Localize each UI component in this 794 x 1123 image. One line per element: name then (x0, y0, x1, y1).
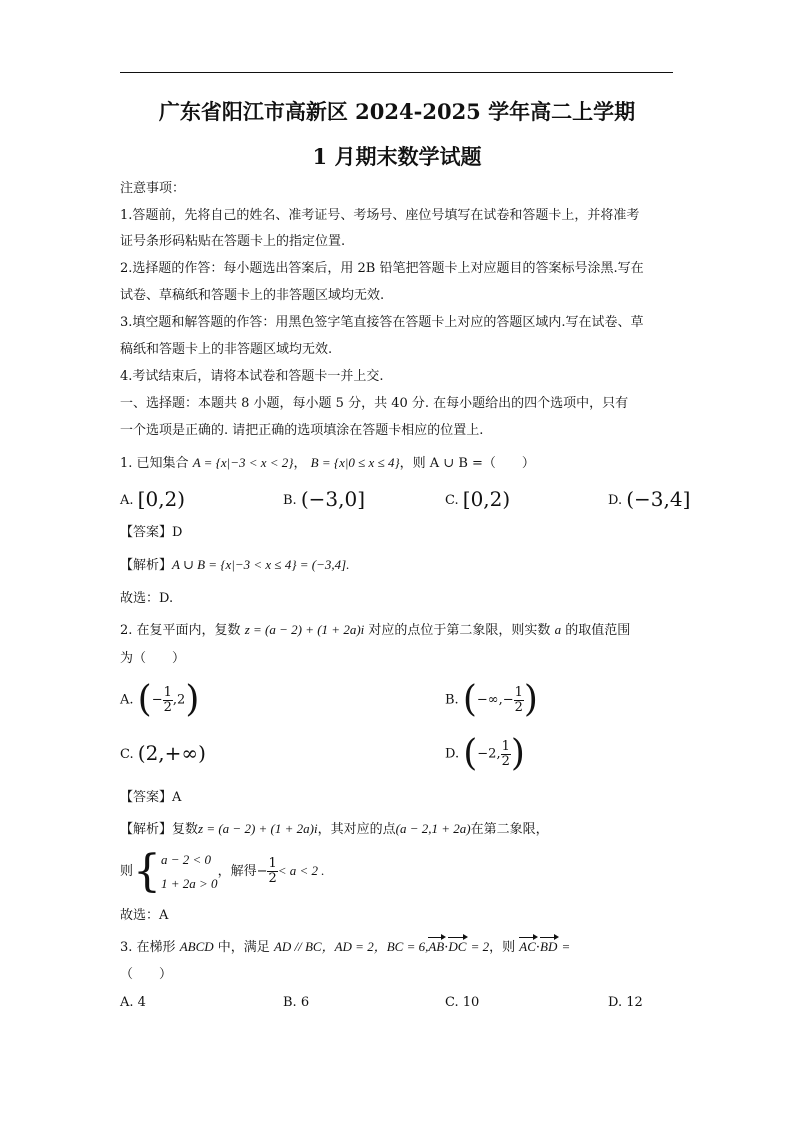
q3-stem-b: 中，满足 (217, 940, 270, 955)
note-2a: 2.选择题的作答：每小题选出答案后，用 2B 铅笔把答题卡上对应题目的答案标号涂黑.写在 (120, 261, 644, 276)
q1-option-b[interactable] (283, 487, 365, 511)
q1-conclusion: 故选：D. (120, 591, 174, 606)
q1-sep: ， (293, 456, 307, 471)
q3-vec-ac: AC (519, 939, 536, 954)
q1-option-a-value: [0,2) (137, 487, 186, 511)
q1-option-a[interactable] (120, 487, 186, 511)
q3-option-b[interactable]: B. 6 (283, 995, 310, 1010)
q2-var: a (554, 622, 562, 637)
q1-option-b-label: B. (283, 493, 297, 508)
q2-option-d-frac: $\frac{1}{2}$ (501, 738, 510, 769)
q2-answer: 【答案】A (120, 790, 182, 805)
q2-solve-frac: $\frac{1}{2}$ (268, 856, 277, 886)
q3-stem-a: 3. 在梯形 (120, 940, 176, 955)
q3-cond: AD // BC，AD = 2，BC = 6, (273, 939, 429, 954)
q3-dot-2: · (535, 940, 541, 955)
q1-prefix: 1. 已知集合 (120, 456, 189, 471)
q2-analysis-mid: ，其对应的点 (317, 822, 396, 837)
q1-set-b: B = {x|0 ≤ x ≤ 4} (310, 455, 400, 470)
doc-title-line1: 广东省阳江市高新区 2024-2025 学年高二上学期 (158, 99, 636, 124)
q2-then: 则 (120, 864, 134, 879)
q3-eq: = 2 (470, 939, 490, 954)
q2-solve-tail: < a < 2 . (277, 863, 325, 878)
q2-system: 则{ a − 2 < 0 1 + 2a > 0 ，解得− $\frac{1}{2}$ < a < 2 . (120, 845, 325, 897)
header-rule (120, 72, 673, 73)
q3-eq2: = (561, 939, 571, 954)
q1-option-d[interactable] (608, 487, 691, 511)
q2-stem-d: 为（ ） (120, 651, 186, 666)
q1-option-c-label: C. (445, 493, 459, 508)
q1-option-d-label: D. (608, 493, 623, 508)
note-3a: 3.填空题和解答题的作答：用黑色签字笔直接答在答题卡上对应的答题区域内.写在试卷、草 (120, 315, 644, 330)
q3-stem (120, 938, 570, 957)
q3-option-c[interactable]: C. 10 (445, 995, 480, 1010)
q2-stem-b: 对应的点位于第二象限，则实数 (368, 623, 551, 638)
q3-ask: ，则 (489, 940, 516, 955)
note-4: 4.考试结束后，请将本试卷和答题卡一并上交. (120, 369, 384, 384)
q3-paren: （ ） (120, 967, 173, 982)
q2-conclusion: 故选：A (120, 908, 169, 923)
q3-shape: ABCD (179, 939, 214, 954)
q2-option-a-frac: $\frac{1}{2}$ (163, 684, 172, 715)
q1-option-d-value: (−3,4] (626, 487, 691, 511)
q2-option-a-label: A. (120, 692, 134, 708)
q2-option-a[interactable]: A. (− $\frac{1}{2}$ ,2) (120, 679, 200, 720)
q2-stem-c: 的取值范围 (565, 623, 631, 638)
doc-title-line2: 1 月期末数学试题 (312, 144, 482, 169)
q1-option-c[interactable] (445, 487, 511, 511)
q2-option-b-frac: $\frac{1}{2}$ (514, 684, 523, 715)
q2-analysis (120, 820, 549, 839)
q2-option-a-minus: − (151, 692, 163, 708)
q2-option-d[interactable]: D. (−2, $\frac{1}{2}$ ) (445, 733, 525, 774)
q2-stem-a: 2. 在复平面内，复数 (120, 623, 241, 638)
q2-option-c-value: (2,+∞) (137, 741, 206, 765)
q1-option-b-value: (−3,0] (300, 487, 365, 511)
q2-solve-neg: − (256, 864, 268, 879)
q1-option-a-label: A. (120, 493, 134, 508)
q2-stem (120, 621, 630, 640)
q2-option-d-label: D. (445, 746, 460, 762)
q3-dot-1: · (444, 940, 449, 955)
q1-answer: 【答案】D (120, 525, 183, 540)
q1-analysis (120, 556, 349, 575)
q3-vec-dc: DC (448, 939, 467, 954)
q3-option-d[interactable]: D. 12 (608, 995, 643, 1010)
q3-vec-bd: BD (540, 939, 558, 954)
q2-solve: ，解得 (217, 864, 257, 879)
q1-analysis-expr: A ∪ B = {x|−3 < x ≤ 4} = (−3,4]. (172, 557, 350, 572)
q2-analysis-end: 在第二象限， (470, 822, 549, 837)
note-2b: 试卷、草稿纸和答题卡上的非答题区域均无效. (120, 288, 385, 303)
q2-option-b-head: −∞,− (476, 692, 514, 708)
q2-option-a-tail: ,2 (172, 692, 186, 708)
q2-option-c-label: C. (120, 747, 134, 762)
q1-set-a: A = {x|−3 < x < 2} (192, 455, 294, 470)
q1-ask: ，则 A ∪ B =（ ） (399, 456, 535, 471)
q2-option-b[interactable]: B. (−∞,− $\frac{1}{2}$ ) (445, 679, 538, 720)
note-3b: 稿纸和答题卡上的非答题区域均无效. (120, 342, 333, 357)
note-1b: 证号条形码粘贴在答题卡上的指定位置. (120, 234, 346, 249)
q2-analysis-label: 【解析】复数 (120, 822, 199, 837)
note-1a: 1.答题前，先将自己的姓名、准考证号、考场号、座位号填写在试卷和答题卡上，并将准考 (120, 208, 640, 223)
q2-option-c[interactable] (120, 741, 206, 765)
q3-vec-ab: AB (428, 939, 445, 954)
q1-analysis-label: 【解析】 (120, 558, 173, 573)
q1-option-c-value: [0,2) (462, 487, 511, 511)
q1-stem (120, 454, 535, 473)
q2-expr: z = (a − 2) + (1 + 2a)i (244, 622, 365, 637)
notes-heading: 注意事项： (120, 181, 186, 196)
section1-line2: 一个选项是正确的. 请把正确的选项填涂在答题卡相应的位置上. (120, 423, 484, 438)
section1-line1: 一、选择题：本题共 8 小题，每小题 5 分，共 40 分. 在每小题给出的四个选项中，只有 (120, 396, 629, 411)
q2-analysis-expr: z = (a − 2) + (1 + 2a)i (198, 821, 318, 836)
q2-option-d-head: −2, (477, 746, 501, 762)
q2-analysis-point: (a − 2,1 + 2a) (395, 821, 471, 836)
q2-option-b-label: B. (445, 692, 459, 708)
q2-sys-2: 1 + 2a > 0 (161, 875, 218, 891)
q3-option-a[interactable]: A. 4 (120, 995, 146, 1010)
q2-sys-1: a − 2 < 0 (161, 851, 212, 867)
